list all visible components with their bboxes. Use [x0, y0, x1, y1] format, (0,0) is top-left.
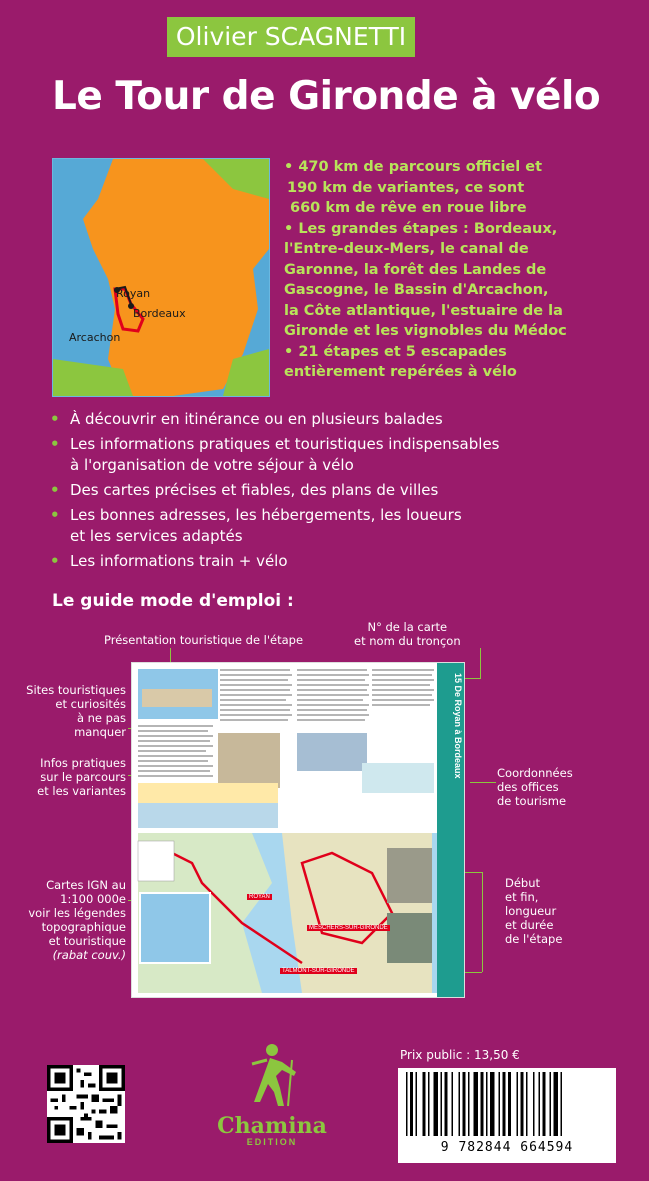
publisher-sub: EDITION: [246, 1137, 298, 1147]
barcode-bar: [441, 1072, 443, 1136]
callout-sites: [8, 683, 126, 739]
barcode-bar: [526, 1072, 528, 1136]
barcode-graphic: [398, 1068, 616, 1146]
callout-coordonnees: [497, 766, 573, 808]
feature-text: Les informations pratiques et touristiques indispensables: [70, 435, 500, 453]
sample-talmont-label: TALMONT-SUR-GIRONDE: [282, 968, 355, 974]
feature-item: [50, 505, 640, 547]
callout-text: et les variantes: [37, 784, 126, 798]
callout-presentation: Présentation touristique de l'étape: [104, 633, 304, 647]
callout-text: des offices: [497, 780, 559, 794]
barcode-bar: [539, 1072, 541, 1136]
barcode-bar: [517, 1072, 519, 1136]
callout-debut: [505, 876, 562, 946]
sample-royan-label: ROYAN: [249, 894, 270, 900]
barcode-bar: [428, 1072, 430, 1136]
callout-text: de tourisme: [497, 794, 567, 808]
highlight-line: Gironde et les vignobles du Médoc: [284, 323, 567, 339]
barcode-bar: [463, 1072, 466, 1136]
highlight-line: la Côte atlantique, l'estuaire de la: [284, 302, 563, 319]
qr-code: [47, 1065, 125, 1143]
feature-text: à l'organisation de votre séjour à vélo: [70, 456, 354, 474]
callout-text: 1:100 000e: [60, 892, 126, 906]
barcode-bar: [406, 1072, 408, 1136]
feature-item: [50, 434, 640, 476]
barcode-bar: [499, 1072, 501, 1136]
callout-text: Cartes IGN au: [46, 878, 126, 892]
features-list: [50, 409, 640, 576]
france-map: [52, 158, 270, 397]
qr-code-graphic: [47, 1065, 125, 1143]
bullet-icon: •: [50, 410, 60, 428]
price-label: Prix public : 13,50 €: [400, 1048, 520, 1062]
barcode-bar: [561, 1072, 563, 1136]
hiker-icon: [212, 1040, 332, 1110]
barcode-bar: [452, 1072, 454, 1136]
feature-text: Des cartes précises et fiables, des plans de villes: [70, 481, 439, 499]
highlight-line: l'Entre-deux-Mers, le canal de: [284, 241, 529, 257]
isbn-number: 9 782844 664594: [440, 1140, 574, 1155]
barcode-bar: [533, 1072, 535, 1136]
callout-infos: [8, 756, 126, 798]
highlight-line: Gascogne, le Bassin d'Arcachon,: [284, 282, 549, 298]
barcode-bar: [490, 1072, 495, 1136]
guide-sample-graphic: [132, 663, 464, 997]
callout-text: Infos pratiques: [40, 756, 126, 770]
feature-text: Les informations train + vélo: [70, 552, 288, 570]
book-title: Le Tour de Gironde à vélo: [52, 74, 601, 119]
barcode-bar: [550, 1072, 552, 1136]
barcode-bar: [416, 1072, 418, 1136]
callout-text: de l'étape: [505, 932, 563, 946]
feature-item: [50, 409, 640, 430]
callout-text: Coordonnées: [497, 766, 573, 780]
bullet-icon: •: [50, 506, 60, 524]
barcode-bar: [508, 1072, 511, 1136]
barcode: [398, 1068, 616, 1163]
highlight-line: 190 km de variantes, ce sont: [287, 179, 525, 196]
callout-line: [464, 972, 482, 973]
highlight-line: • 21 étapes et 5 escapades: [284, 343, 507, 360]
sample-stage-label: 15 De Royan à Bordeaux: [453, 673, 463, 779]
callout-line: [170, 648, 171, 662]
publisher-logo: [212, 1040, 332, 1150]
callout-line: [480, 648, 481, 678]
barcode-bar: [503, 1072, 506, 1136]
barcode-bar: [410, 1072, 413, 1136]
barcode-bar: [554, 1072, 559, 1136]
feature-item: [50, 480, 640, 501]
highlight-line: entièrement repérées à vélo: [284, 364, 517, 380]
highlight-line: Garonne, la forêt des Landes de: [284, 261, 547, 278]
bullet-icon: •: [50, 481, 60, 499]
map-label-arcachon: Arcachon: [69, 331, 121, 344]
france-map-graphic: [53, 159, 269, 396]
callout-text: Sites touristiques: [26, 683, 126, 697]
barcode-bar: [521, 1072, 524, 1136]
callout-text: longueur: [505, 904, 557, 918]
callout-text: sur le parcours: [40, 770, 126, 784]
author-banner: Olivier SCAGNETTI: [167, 17, 415, 57]
bullet-icon: •: [50, 552, 60, 570]
barcode-bar: [468, 1072, 470, 1136]
bullet-icon: •: [50, 435, 60, 453]
callout-text: manquer: [74, 725, 126, 739]
callout-numero: [354, 620, 461, 648]
barcode-bar: [486, 1072, 488, 1136]
callout-text: et nom du tronçon: [354, 634, 461, 648]
callout-text: topographique: [41, 920, 126, 934]
callout-line: [482, 872, 483, 972]
callout-text: Début: [505, 876, 541, 890]
guide-sample-page: [131, 662, 465, 998]
callout-text: et durée: [505, 918, 554, 932]
map-label-royan: Royan: [116, 287, 151, 300]
highlight-line: • 470 km de parcours officiel et: [284, 159, 543, 175]
callout-cartes: [8, 878, 126, 962]
highlight-line: 660 km de rêve en roue libre: [290, 200, 527, 216]
barcode-bar: [445, 1072, 448, 1136]
barcode-bar: [459, 1072, 461, 1136]
barcode-bar: [474, 1072, 479, 1136]
map-label-bordeaux: Bordeaux: [133, 307, 186, 320]
callout-text: (rabat couv.): [52, 948, 126, 962]
feature-text: et les services adaptés: [70, 527, 243, 545]
highlight-line: • Les grandes étapes : Bordeaux,: [284, 220, 558, 237]
callout-text: à ne pas: [76, 711, 126, 725]
feature-text: À découvrir en itinérance ou en plusieurs balades: [70, 410, 443, 428]
publisher-name: Chamina: [217, 1113, 327, 1139]
highlights-list: [284, 157, 642, 383]
barcode-bar: [434, 1072, 439, 1136]
callout-line: [464, 678, 481, 679]
sample-meschers-label: MESCHERS-SUR-GIRONDE: [309, 925, 388, 931]
callout-line: [464, 872, 482, 873]
callout-text: N° de la carte: [367, 620, 448, 634]
barcode-bar: [543, 1072, 546, 1136]
callout-text: et fin,: [505, 890, 539, 904]
barcode-bar: [423, 1072, 426, 1136]
guide-heading: Le guide mode d'emploi :: [52, 591, 294, 611]
callout-line: [470, 782, 496, 783]
feature-item: [50, 551, 640, 572]
callout-text: et touristique: [48, 934, 126, 948]
callout-text: et curiosités: [55, 697, 126, 711]
feature-text: Les bonnes adresses, les hébergements, les loueurs: [70, 506, 462, 524]
callout-text: voir les légendes: [28, 906, 126, 920]
barcode-bar: [481, 1072, 484, 1136]
